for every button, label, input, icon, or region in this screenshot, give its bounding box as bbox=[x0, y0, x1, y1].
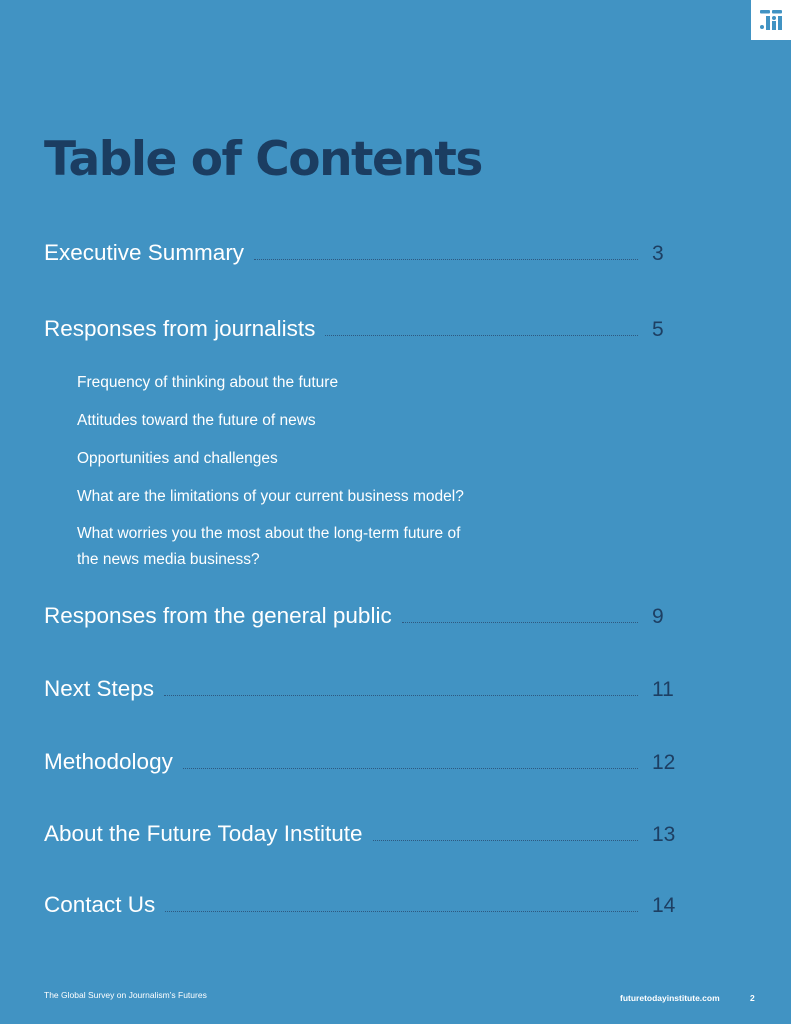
toc-entry-executive-summary[interactable] bbox=[44, 240, 676, 266]
toc-leader bbox=[254, 259, 638, 260]
toc-entry-label: Responses from the general public bbox=[44, 603, 392, 628]
toc-entry-page: 11 bbox=[652, 678, 674, 701]
toc-leader bbox=[183, 768, 638, 769]
toc-subsection-worries[interactable]: What worries you the most about the long-term future of bbox=[77, 525, 461, 542]
page-title: Table of Contents bbox=[44, 132, 482, 187]
toc-entry-label: Executive Summary bbox=[44, 240, 245, 265]
toc-entry-page: 3 bbox=[652, 242, 664, 265]
toc-entry-page: 14 bbox=[652, 894, 676, 917]
toc-entry-responses-public[interactable] bbox=[44, 603, 676, 629]
toc-entry-label: Next Steps bbox=[44, 676, 155, 701]
toc-entry-label: Contact Us bbox=[44, 892, 156, 917]
footer-publication-title: The Global Survey on Journalism’s Futures bbox=[44, 990, 207, 1000]
toc-leader bbox=[164, 695, 638, 696]
toc-entry-next-steps[interactable] bbox=[44, 676, 676, 702]
toc-subsection-opportunities[interactable]: Opportunities and challenges bbox=[77, 450, 278, 467]
toc-entry-label: Responses from journalists bbox=[44, 316, 316, 341]
toc-subsection-limitations[interactable]: What are the limitations of your current business model? bbox=[77, 488, 464, 505]
toc-entry-page: 5 bbox=[652, 318, 664, 341]
toc-entry-label: Methodology bbox=[44, 749, 173, 774]
toc-subsection-attitudes[interactable]: Attitudes toward the future of news bbox=[77, 412, 316, 429]
footer-url-link[interactable]: futuretodayinstitute.com bbox=[620, 993, 720, 1003]
toc-entry-page: 12 bbox=[652, 751, 676, 774]
toc-entry-page: 9 bbox=[652, 605, 664, 628]
future-today-institute-logo-icon bbox=[758, 7, 784, 33]
toc-leader bbox=[402, 622, 638, 623]
toc-leader bbox=[373, 840, 638, 841]
toc-entry-about[interactable] bbox=[44, 821, 676, 847]
toc-entry-page: 13 bbox=[652, 823, 676, 846]
logo bbox=[751, 0, 791, 40]
footer-page-number: 2 bbox=[750, 993, 755, 1003]
toc-subsection-frequency[interactable]: Frequency of thinking about the future bbox=[77, 374, 339, 391]
toc-leader bbox=[165, 911, 638, 912]
toc-entry-label: About the Future Today Institute bbox=[44, 821, 363, 846]
toc-subsection-worries-cont[interactable]: the news media business? bbox=[77, 551, 260, 568]
toc-leader bbox=[325, 335, 638, 336]
toc-entry-responses-journalists[interactable] bbox=[44, 316, 676, 342]
toc-entry-methodology[interactable] bbox=[44, 749, 676, 775]
toc-entry-contact[interactable] bbox=[44, 892, 676, 918]
